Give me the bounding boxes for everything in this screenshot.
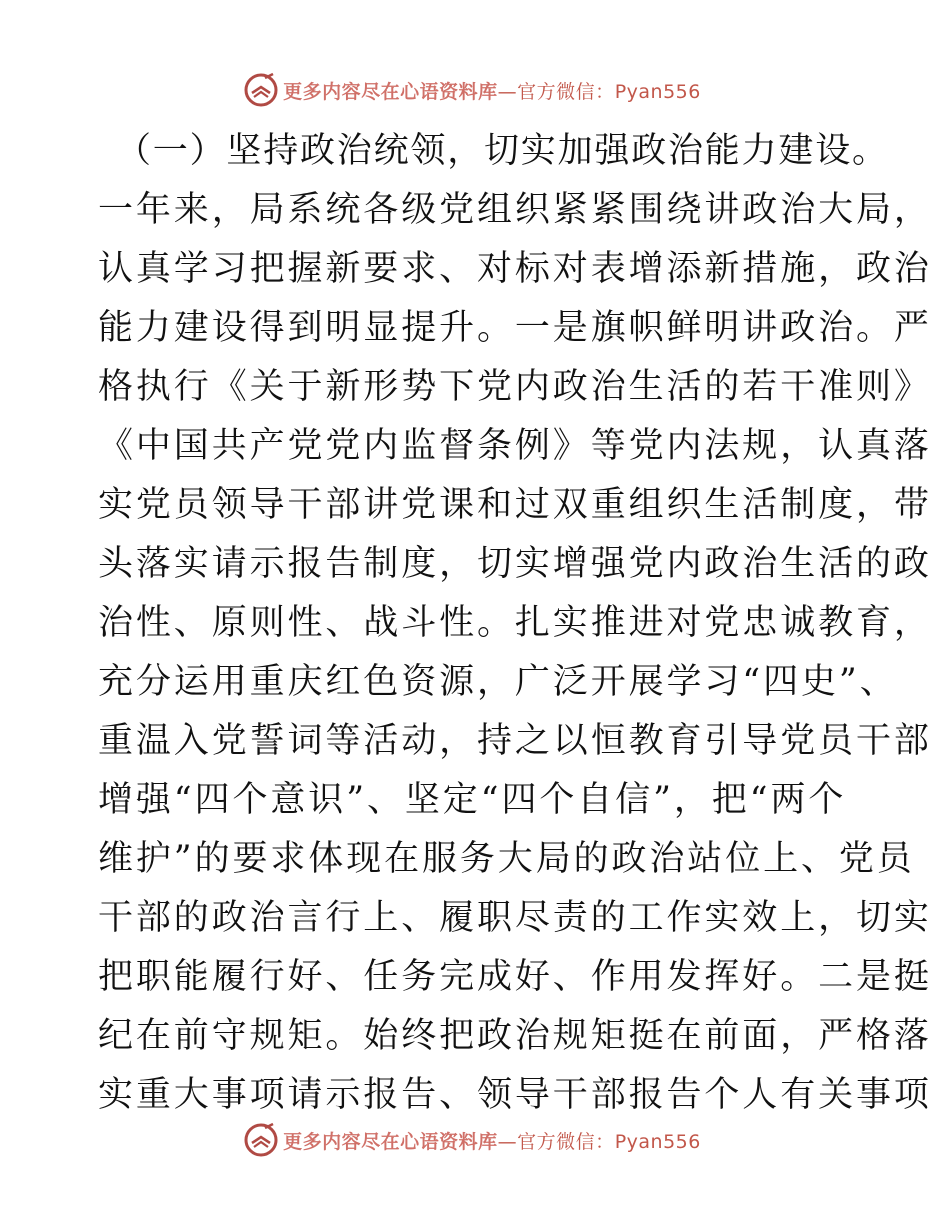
paragraph-line: 能力建设得到明显提升。一是旗帜鲜明讲政治。严 [98,308,932,348]
document-body [98,122,932,1125]
paragraph-line: 实党员领导干部讲党课和过双重组织生活制度，带 [98,485,932,525]
paragraph-line: 纪在前守规矩。始终把政治规矩挺在前面，严格落 [98,1016,932,1056]
watermark-separator: —官方微信： [497,1130,615,1153]
paragraph-line: 增强“四个意识”、坚定“四个自信”，把“两个 [98,780,847,820]
watermark-account: Pyan556 [614,80,701,103]
paragraph-line: 干部的政治言行上、履职尽责的工作实效上，切实 [98,898,932,938]
watermark-brand: 更多内容尽在心语资料库 [283,1130,498,1153]
paragraph-line: 充分运用重庆红色资源，广泛开展学习“四史”、 [98,662,898,702]
paragraph-line: 重温入党誓词等活动，持之以恒教育引导党员干部 [98,721,932,761]
section-heading: （一）坚持政治统领，切实加强政治能力建设。 [116,131,889,171]
watermark-account: Pyan556 [614,1130,701,1153]
watermark-separator: —官方微信： [497,80,615,103]
footer-watermark [0,1120,950,1160]
watermark-brand: 更多内容尽在心语资料库 [283,80,498,103]
paragraph-line: 《中国共产党党内监督条例》等党内法规，认真落 [98,426,932,466]
paragraph-line: 认真学习把握新要求、对标对表增添新措施，政治 [98,249,932,289]
paragraph-line: 治性、原则性、战斗性。扎实推进对党忠诚教育， [98,603,932,643]
paragraph-line: 把职能履行好、任务完成好、作用发挥好。二是挺 [98,957,932,997]
paragraph-line: 一年来，局系统各级党组织紧紧围绕讲政治大局， [98,190,932,230]
paragraph-line: 维护”的要求体现在服务大局的政治站位上、党员 [98,839,915,879]
paragraph-line: 格执行《关于新形势下党内政治生活的若干准则》 [98,367,932,407]
book-logo-icon [243,1122,279,1158]
header-watermark [0,70,950,110]
paragraph-line: 头落实请示报告制度，切实增强党内政治生活的政 [98,544,932,584]
book-logo-icon [243,72,279,108]
paragraph-line: 实重大事项请示报告、领导干部报告个人有关事项 [98,1075,932,1115]
